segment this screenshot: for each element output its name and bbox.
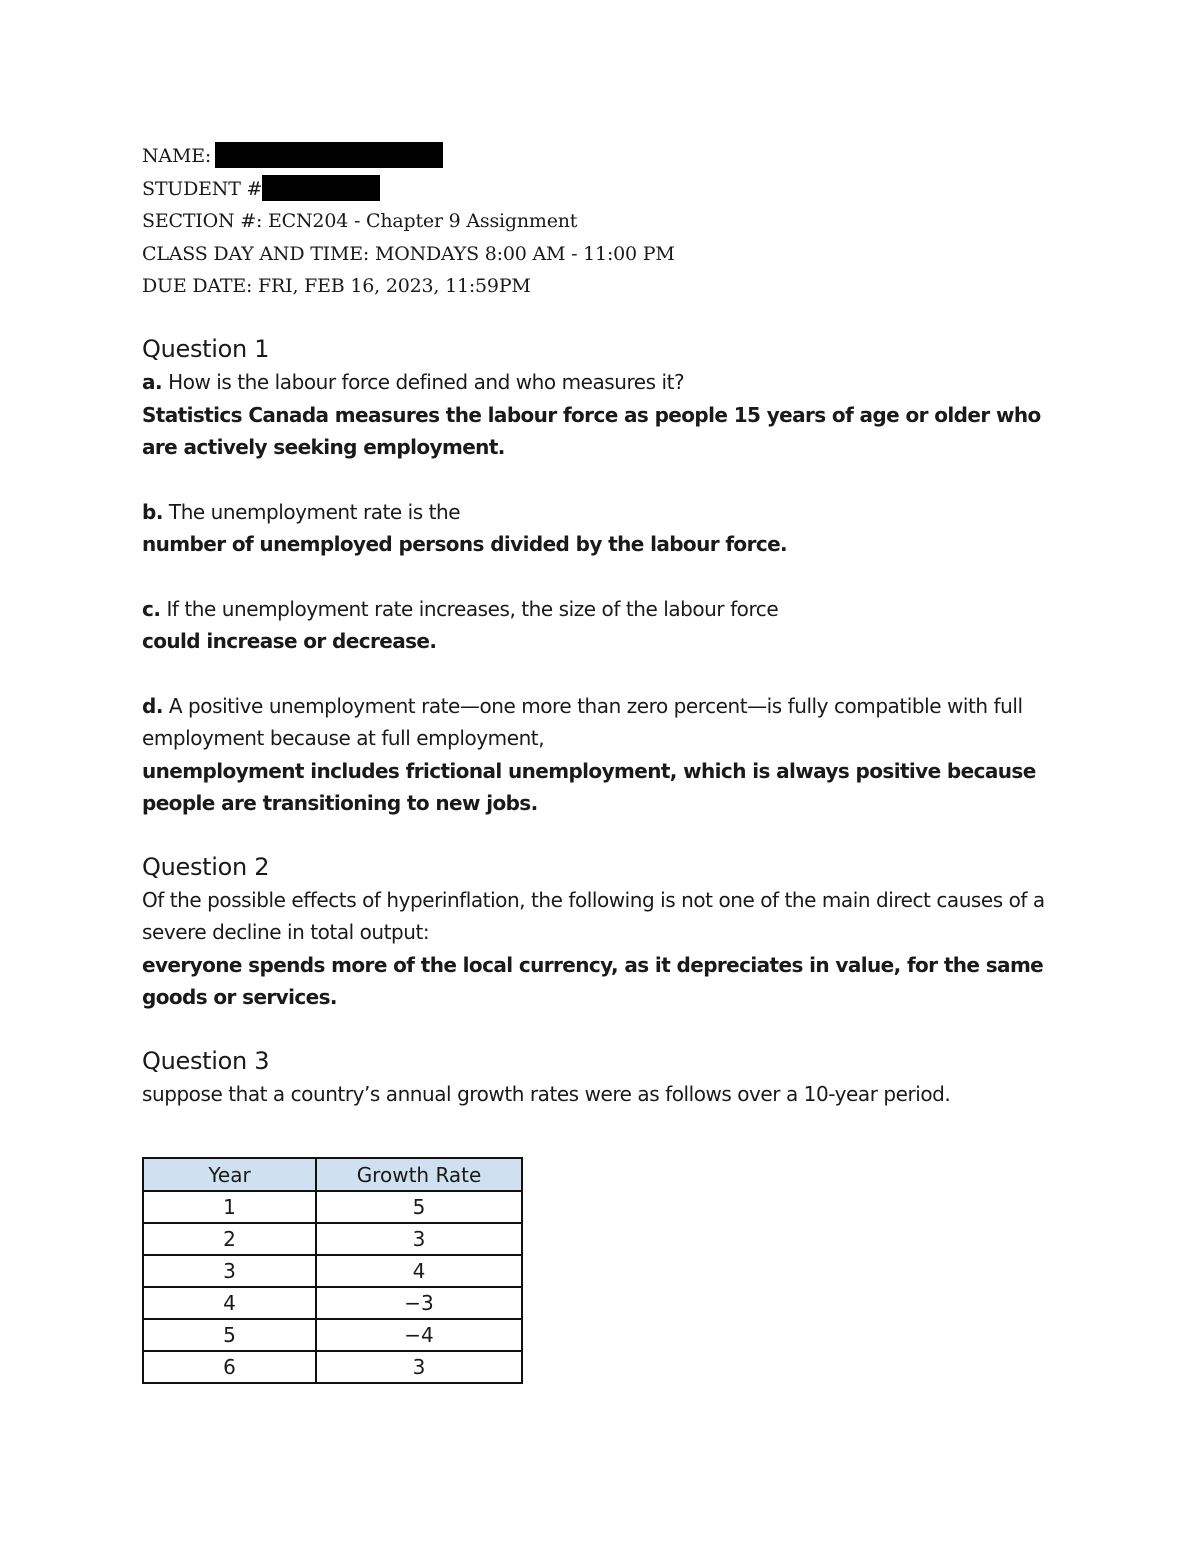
cell-year: 6 <box>143 1351 316 1383</box>
name-label: NAME: <box>142 145 212 167</box>
table-header-row <box>143 1158 522 1191</box>
student-line <box>142 173 675 206</box>
cell-growth-rate: 5 <box>316 1191 522 1223</box>
spacer <box>142 464 1062 496</box>
q1d-answer: unemployment includes frictional unemployment, which is always positive because people are transitioning to new jobs. <box>142 758 1036 815</box>
due-date-line: DUE DATE: FRI, FEB 16, 2023, 11:59PM <box>142 275 531 297</box>
column-header-growth-rate: Growth Rate <box>316 1158 522 1191</box>
q1b-answer: number of unemployed persons divided by the labour force. <box>142 532 788 556</box>
q2-text: Of the possible effects of hyperinflation, the following is not one of the main direct causes of a severe decline in total output: <box>142 887 1045 944</box>
q1c-prompt <box>142 593 1062 626</box>
table-row <box>143 1319 522 1351</box>
spacer <box>142 820 1062 850</box>
q1c-answer: could increase or decrease. <box>142 629 437 653</box>
question-2-title: Question 2 <box>142 852 270 881</box>
q2-answer: everyone spends more of the local currency, as it depreciates in value, for the same goods or services. <box>142 952 1044 1009</box>
cell-growth-rate: 3 <box>316 1223 522 1255</box>
question-1-title: Question 1 <box>142 335 270 363</box>
table-row <box>143 1223 522 1255</box>
q3-text: suppose that a country’s annual growth rates were as follows over a 10-year period. <box>142 1081 951 1106</box>
q1a-prompt <box>142 366 1062 399</box>
cell-year: 1 <box>143 1191 316 1223</box>
q1c-text: If the unemployment rate increases, the size of the labour force <box>160 596 779 621</box>
spacer <box>142 561 1062 593</box>
spacer <box>142 1014 1062 1044</box>
table-row <box>143 1287 522 1319</box>
name-line <box>142 140 675 173</box>
section-line: SECTION #: ECN204 - Chapter 9 Assignment <box>142 210 578 232</box>
q1b-prompt <box>142 496 1062 529</box>
cell-year: 5 <box>143 1319 316 1351</box>
header-block <box>142 140 675 303</box>
class-day-line: CLASS DAY AND TIME: MONDAYS 8:00 AM - 11:00 PM <box>142 242 675 265</box>
cell-growth-rate: 4 <box>316 1255 522 1287</box>
q1a-text: How is the labour force defined and who measures it? <box>162 370 685 394</box>
question-3-title: Question 3 <box>142 1046 270 1075</box>
cell-growth-rate: −4 <box>316 1319 522 1351</box>
document-body <box>142 332 1062 1110</box>
name-redaction <box>215 142 443 168</box>
cell-growth-rate: −3 <box>316 1287 522 1319</box>
growth-rate-table <box>142 1157 523 1384</box>
q1a-label: a. <box>142 370 163 394</box>
table-row <box>143 1255 522 1287</box>
cell-growth-rate: 3 <box>316 1351 522 1383</box>
q1d-text: A positive unemployment rate—one more than zero percent—is fully compatible with full employment because at full employment, <box>142 693 1023 750</box>
column-header-year: Year <box>143 1158 316 1191</box>
q1c-label: c. <box>142 596 161 621</box>
cell-year: 4 <box>143 1287 316 1319</box>
cell-year: 3 <box>143 1255 316 1287</box>
q1b-text: The unemployment rate is the <box>163 499 461 524</box>
student-label: STUDENT # <box>142 177 263 200</box>
student-redaction <box>262 175 380 201</box>
q1d-prompt <box>142 690 1062 755</box>
q1a-answer: Statistics Canada measures the labour force as people 15 years of age or older who are actively seeking employment. <box>142 402 1041 459</box>
table-row <box>143 1191 522 1223</box>
cell-year: 2 <box>143 1223 316 1255</box>
spacer <box>142 658 1062 690</box>
q1d-label: d. <box>142 693 164 718</box>
table-row <box>143 1351 522 1383</box>
q1b-label: b. <box>142 499 164 524</box>
